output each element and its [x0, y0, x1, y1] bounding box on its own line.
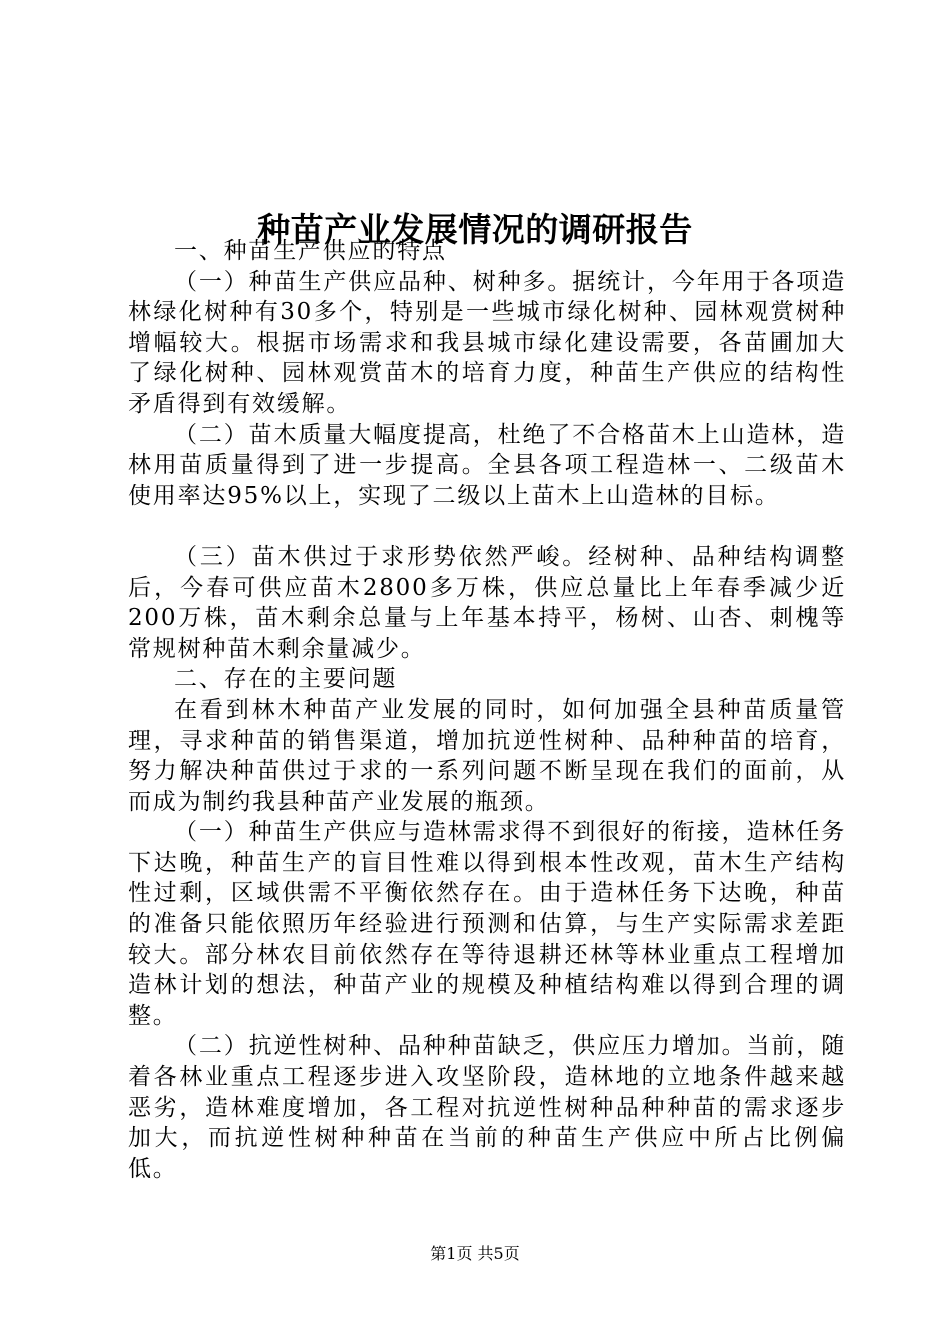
page-footer: 第1页 共5页 [430, 1244, 520, 1263]
paragraph-2-intro: 在看到林木种苗产业发展的同时，如何加强全县种苗质量管理，寻求种苗的销售渠道，增加抗逆性树种、品种种苗的培育，努力解决种苗供过于求的一系列问题不断呈现在我们的面前，从而成为制约我县种苗产业发展的瓶颈。 [128, 696, 846, 815]
section-heading-2: 二、存在的主要问题 [174, 666, 398, 693]
document-title: 种苗产业发展情况的调研报告 [257, 210, 693, 250]
paragraph-1-3: （三）苗木供过于求形势依然严峻。经树种、品种结构调整后，今春可供应苗木2800多万株，供应总量比上年春季减少近200万株，苗木剩余总量与上年基本持平，杨树、山杏、刺槐等常规树种苗木剩余量减少。 [128, 543, 846, 662]
document-body [128, 236, 846, 1184]
paragraph-1-1: （一）种苗生产供应品种、树种多。据统计，今年用于各项造林绿化树种有30多个，特别是一些城市绿化树种、园林观赏树种增幅较大。根据市场需求和我县城市绿化建设需要，各苗圃加大了绿化树种、园林观赏苗木的培育力度，种苗生产供应的结构性矛盾得到有效缓解。 [128, 268, 846, 417]
paragraph-1-2: （二）苗木质量大幅度提高，杜绝了不合格苗木上山造林，造林用苗质量得到了进一步提高。全县各项工程造林一、二级苗木使用率达95%以上，实现了二级以上苗木上山造林的目标。 [128, 421, 846, 509]
paragraph-2-2: （二）抗逆性树种、品种种苗缺乏，供应压力增加。当前，随着各林业重点工程逐步进入攻坚阶段，造林地的立地条件越来越恶劣，造林难度增加，各工程对抗逆性树种品种种苗的需求逐步加大，而抗逆性树种种苗在当前的种苗生产供应中所占比例偏低。 [128, 1033, 846, 1182]
section-heading-1: 一、种苗生产供应的特点 [174, 238, 447, 264]
paragraph-2-1: （一）种苗生产供应与造林需求得不到很好的衔接，造林任务下达晚，种苗生产的盲目性难以得到根本性改观，苗木生产结构性过剩，区域供需不平衡依然存在。由于造林任务下达晚，种苗的准备只能依照历年经验进行预测和估算，与生产实际需求差距较大。部分林农目前依然存在等待退耕还林等林业重点工程增加造林计划的想法，种苗产业的规模及种植结构难以得到合理的调整。 [128, 819, 846, 1029]
